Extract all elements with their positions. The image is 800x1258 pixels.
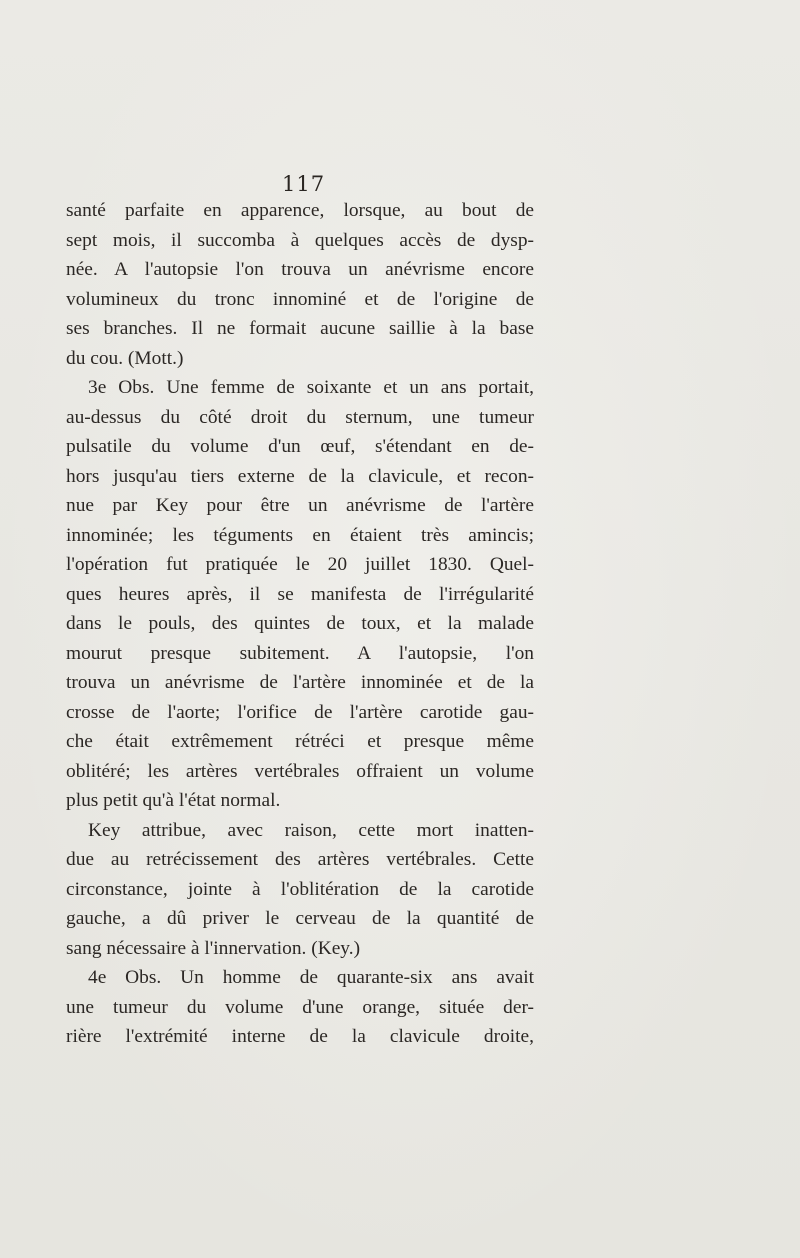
text-line: sept mois, il succomba à quelques accès de dysp- xyxy=(66,229,534,251)
text-line: 4e Obs. Un homme de quarante-six ans avait xyxy=(88,967,534,988)
text-line: née. A l'autopsie l'on trouva un anévrisme encore xyxy=(66,259,534,280)
text-line: Key attribue, avec raison, cette mort inatten- xyxy=(88,819,534,841)
text-line: hors jusqu'au tiers externe de la clavicule, et recon- xyxy=(66,465,534,487)
text-line: ses branches. Il ne formait aucune saillie à la base xyxy=(66,318,534,339)
text-line: innominée; les téguments en étaient très amincis; xyxy=(66,524,534,546)
text-line: ques heures après, il se manifesta de l'irrégularité xyxy=(66,583,534,605)
text-line: sang nécessaire à l'innervation. (Key.) xyxy=(66,937,361,959)
text-line: nue par Key pour être un anévrisme de l'artère xyxy=(66,495,534,516)
text-line: volumineux du tronc innominé et de l'origine de xyxy=(66,288,534,310)
page-number: 117 xyxy=(282,172,326,196)
text-line: 3e Obs. Une femme de soixante et un ans portait, xyxy=(88,377,534,398)
text-line: che était extrêmement rétréci et presque même xyxy=(66,731,534,752)
text-line: pulsatile du volume d'un œuf, s'étendant en de- xyxy=(66,436,534,457)
text-line: l'opération fut pratiquée le 20 juillet 1830. Quel- xyxy=(66,554,534,575)
text-line: plus petit qu'à l'état normal. xyxy=(66,790,281,811)
text-line: mourut presque subitement. A l'autopsie, l'on xyxy=(66,642,534,664)
body-text xyxy=(66,196,534,1052)
text-line: au-dessus du côté droit du sternum, une tumeur xyxy=(66,406,534,428)
text-line: dans le pouls, des quintes de toux, et la malade xyxy=(66,613,534,634)
text-line: crosse de l'aorte; l'orifice de l'artère carotide gau- xyxy=(66,701,534,723)
text-line: gauche, a dû priver le cerveau de la quantité de xyxy=(66,908,534,929)
text-line: trouva un anévrisme de l'artère innominée et de la xyxy=(66,672,534,693)
text-line: rière l'extrémité interne de la clavicule droite, xyxy=(66,1026,534,1047)
text-line: circonstance, jointe à l'oblitération de la carotide xyxy=(66,878,534,900)
text-line: due au retrécissement des artères vertébrales. Cette xyxy=(66,849,534,870)
text-line: oblitéré; les artères vertébrales offraient un volume xyxy=(66,760,534,782)
text-line: du cou. (Mott.) xyxy=(66,347,184,369)
text-line: santé parfaite en apparence, lorsque, au bout de xyxy=(66,200,534,221)
text-line: une tumeur du volume d'une orange, située der- xyxy=(66,996,534,1018)
